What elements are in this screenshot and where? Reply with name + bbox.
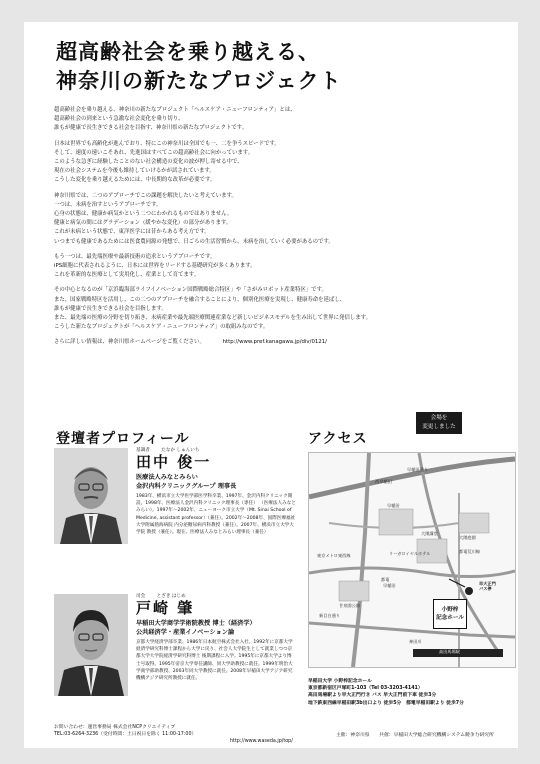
intro-line: このような急ぎに経験したことのない社会構造の変化の波が押し寄せる中で、: [54, 159, 243, 166]
profile-heading: 登壇者プロフィール: [56, 431, 190, 447]
intro-line: 誰もが健康で長生きできる社会を目指す、神奈川県の新たなプロジェクトです。: [54, 125, 248, 132]
map-label: リーガロイヤルホテル: [389, 551, 431, 556]
intro-line: 神奈川県では、二つのアプローチでこの課題を解決したいと考えています。: [54, 192, 237, 199]
intro-line: もう一つは、最先端医療や最新技術の追求というアプローチです。: [54, 253, 216, 260]
intro-line: こうした変化を乗り越えるためには、中長期的な改革が必要です。: [54, 177, 216, 184]
intro-line: そして、速度の速いこそあれ、先進国はすべてこの超高齢社会に向かっています。: [54, 149, 254, 156]
bus-stop-line: 早大正門: [479, 581, 496, 586]
venue-line: 記念ホール: [436, 615, 464, 621]
badge-line: 会場を: [430, 415, 448, 421]
map-label: 神田川: [409, 639, 422, 644]
map-illustration: [309, 453, 515, 667]
speaker-affiliation: [136, 473, 296, 491]
access-line: 高田馬場駅より早大正門行き バス 早大正門前下車 徒歩3分: [308, 693, 437, 699]
speaker-photo-illustration: [54, 594, 128, 696]
speaker-photo-illustration: [54, 448, 128, 544]
bio-text: 1983年、横浜市立大学医学部医学科卒業、1997年、金沢内科クリニック開設。1998年、医療法人金沢内科クリニック理事長（専任）: [136, 494, 293, 507]
intro-paragraph: [54, 192, 504, 247]
map-label: 西早稲田: [375, 479, 392, 484]
more-info: [54, 338, 504, 347]
footer-inquiry: お問い合わせ：運営事務局 株式会社NCPクリエイティブ: [54, 725, 176, 730]
footer-organizers: 主催：神奈川県 共催：早稲田大学総合研究機構システム競争力研究所: [336, 733, 494, 738]
intro-line: 超高齢社会を乗り越える、神奈川の新たなプロジェクト「ヘルスケア・ニューフロンティア」とは、: [54, 107, 296, 113]
affiliation-line: 早稲田大学商学学術院教授 博士（経済学）: [136, 620, 256, 627]
speaker-photo: [54, 448, 128, 544]
intro-line: こうした新たなプロジェクトが「ヘルスケア・ニューフロンティア」の取組みなのです。: [54, 324, 269, 331]
affiliation-line: 医療法人みなとみらい: [136, 474, 198, 481]
venue-marker: [433, 599, 467, 629]
speaker-reading: たなか しゅんいち: [161, 448, 200, 453]
intro-paragraph: [54, 286, 504, 332]
map-label: 早稲田: [383, 583, 396, 588]
intro-line: また、最先端の医療の分野を切り拓き、未病産業や最先端医療関連産業など新しいビジネスモデルを生み出して世界に発信します。: [54, 315, 371, 322]
bio-text: （医療法人みなとみらい）。1997年〜2002年、ニューヨーク市立大学（Mt. Sinai School of Medicine, assistant professor）（兼任）。2002年〜2008年、国際医療福祉大学附属熱海病院 内分泌糖尿病内科教授（兼任）。2007年、横浜市立大学大学院 教授（兼任）。現在、医療法人みなとみらい理事長（兼任）: [136, 501, 296, 536]
bio-text: 京都大学経済学部卒業、1986年日本航空株式会社入社。1992年に京都大学経済学研究科博士課程から大学に戻り、社会人大学院生として就業しつつ京都大学大学院経済学研究科博士: [136, 640, 293, 660]
footer-url[interactable]: http://www.waseda.jp/top/: [230, 739, 293, 744]
map-label: 東京メトロ東西線: [317, 553, 351, 558]
map-label: 大隈庭園: [459, 535, 476, 540]
speaker-role: 基調者: [136, 448, 150, 453]
intro-line: その中心となるのが「京浜臨海部ライフイノベーション国際戦略総合特区」や「さがみロボット産業特区」です。: [54, 287, 327, 294]
footer-tel: TEL:03-6264-3236（受付時間：土日祝日を除く 11:00-17:00）: [54, 732, 197, 738]
intro-line: iPS細胞に代表されるように、日本には世界をリードする基礎研究が多くあります。: [54, 263, 256, 270]
map-label: 甘泉園公園: [339, 603, 360, 608]
bus-stop-label: [479, 581, 496, 591]
access-map[interactable]: [308, 452, 516, 668]
intro-text: [54, 106, 504, 354]
map-label: 大隈講堂: [421, 531, 438, 536]
access-line: 早稲田大学 小野梓記念ホール: [308, 679, 372, 684]
map-label: 都電: [381, 577, 390, 582]
access-info: [308, 678, 518, 707]
more-info-text: さらに詳しい情報は、神奈川県ホームページをご覧ください。: [54, 339, 205, 346]
map-label: 早稲田: [387, 503, 400, 508]
bio-text: 後期課程に入学。1995年に京都大学より博士号取得。1995年帝京大学専任講師、同大学助教授に就任。1999年明治大学商学部助教授、2003年同大学教授に就任。2008年早稲田大学アジア研究機構アジア研究所教授に就任。: [136, 654, 293, 682]
intro-line: 心身の状態は、健康か病気かという二つにわかれるものではありません。: [54, 211, 233, 218]
map-label: 高田馬場駅: [439, 649, 460, 654]
map-label: 新目白通り: [319, 613, 340, 618]
intro-line: 一つは、未病を治すというアプローチです。: [54, 201, 162, 208]
bus-stop-line: バス停: [479, 586, 492, 591]
affiliation-line: 公共経済学・産業イノベーション論: [136, 629, 235, 636]
footer: [54, 724, 524, 744]
speaker-bio: [136, 493, 296, 536]
intro-line: また、国家戦略特区を活用し、この二つのアプローチを融合することにより、個別化医療を実現し、健康寿命を延ばし、: [54, 296, 346, 303]
venue-change-badge: [416, 412, 462, 434]
intro-line: 誰もが健康で長生きできる社会を目指します。: [54, 305, 167, 312]
speaker-profile: [136, 594, 296, 682]
intro-paragraph: [54, 106, 504, 134]
access-line: 東京都新宿区戸塚町1-103（Tel 03-3203-4141）: [308, 686, 423, 692]
title-line: 神奈川の新たなプロジェクト: [56, 69, 342, 93]
title-line: 超高齢社会を乗り越える、: [56, 40, 320, 64]
speaker-bio: [136, 639, 296, 682]
intro-line: いつまでも健康であるためには医食農同源の発想で、日ごろの生活習慣から、未病を治していく必要があるのです。: [54, 238, 334, 245]
intro-line: これを革新的な医療として実用化し、産業として育てます。: [54, 272, 200, 279]
page-title: [56, 38, 342, 96]
intro-line: 健康と病気の間にはグラデーション（緩やかな変化）の部分があります。: [54, 220, 232, 227]
intro-line: 現在の社会システムを今後も維持していけるかが試されています。: [54, 168, 215, 175]
speaker-name: 戸崎 肇: [136, 599, 195, 617]
intro-line: 超高齢社会の到来という急激な社会変化を乗り切り、: [54, 116, 184, 123]
intro-line: これが未病という状態で、東洋医学には昔からある考え方です。: [54, 229, 210, 236]
badge-line: 変更しました: [422, 424, 456, 430]
map-label: 都電荒川線: [459, 549, 480, 554]
venue-line: 小野梓: [441, 607, 459, 613]
speaker-reading: とざき はじめ: [156, 594, 186, 599]
access-heading: アクセス: [308, 431, 368, 447]
more-info-link[interactable]: http://www.pref.kanagawa.jp/div/0121/: [222, 339, 327, 346]
speaker-profile: [136, 448, 296, 536]
intro-paragraph: [54, 253, 504, 281]
speaker-affiliation: [136, 619, 296, 637]
access-line: 地下鉄東西線早稲田駅3b出口より 徒歩5分 都電早稲田駅より 徒歩7分: [308, 700, 464, 706]
speaker-photo: [54, 594, 128, 696]
speaker-name: 田中 俊一: [136, 453, 212, 471]
affiliation-line: 金沢内科クリニックグループ 理事長: [136, 483, 237, 490]
map-label: 早稲田通り: [407, 467, 428, 472]
flyer-page: [24, 22, 518, 748]
intro-paragraph: [54, 140, 504, 186]
intro-line: 日本は世界でも高齢化が進んでおり、特にこの神奈川は全国でも一、二を争うスピードです。: [54, 140, 280, 147]
speaker-role: 司会: [136, 594, 146, 599]
